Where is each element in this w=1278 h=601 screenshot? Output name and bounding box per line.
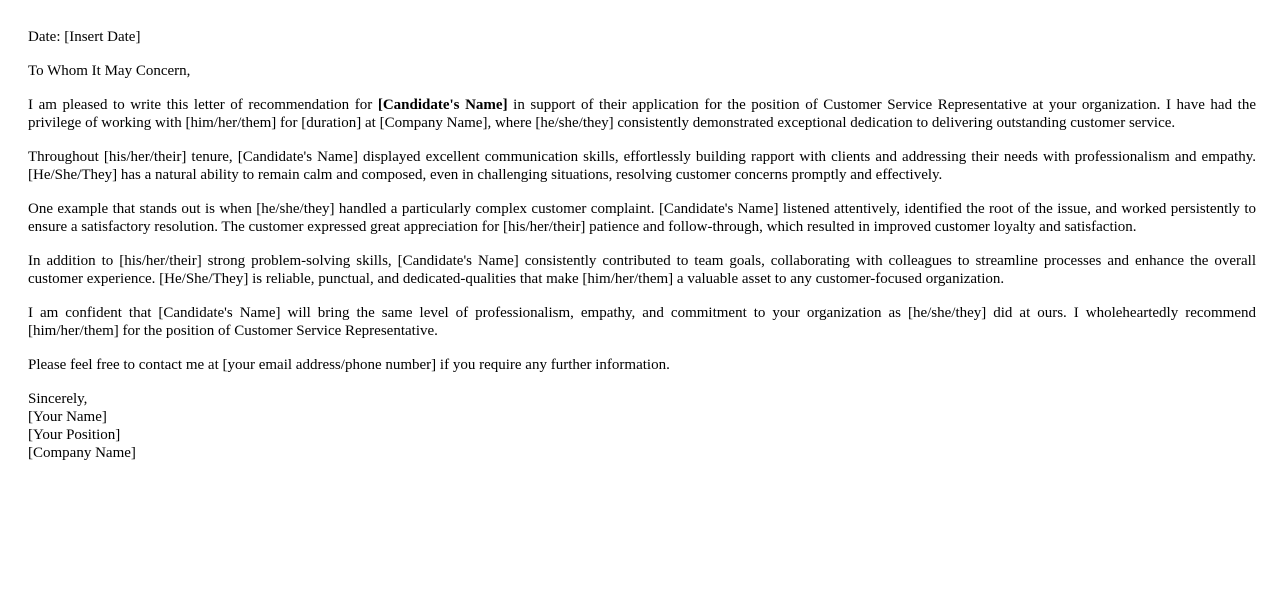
intro-text-after: in support of their application for the position of Customer Service Representative at your organization. I have had the privilege of working with [him/her/them] for [duration] at [Company Name], where [he/she/they] consistently demonstrated exceptional dedication to delivering outstanding customer service.: [28, 97, 1256, 131]
closing-valediction: Sincerely,: [28, 391, 88, 407]
letter-salutation: To Whom It May Concern,: [28, 63, 191, 79]
letter-paragraph-contact: Please feel free to contact me at [your email address/phone number] if you require any further information.: [28, 357, 670, 373]
letter-paragraph-example: One example that stands out is when [he/she/they] handled a particularly complex customer complaint. [Candidate's Name] listened attentively, identified the root of the issue, and worked persistently to ensure a satisfactory resolution. The customer expressed great appreciation for [his/her/their] patience and follow-through, which resulted in improved customer loyalty and satisfaction.: [28, 201, 1256, 235]
letter-date: Date: [Insert Date]: [28, 29, 141, 45]
letter-paragraph-teamwork: In addition to [his/her/their] strong problem-solving skills, [Candidate's Name] consistently contributed to team goals, collaborating with colleagues to streamline processes and enhance the overall customer experience. [He/She/They] is reliable, punctual, and dedicated-qualities that make [him/her/them] a valuable asset to any customer-focused organization.: [28, 253, 1256, 287]
candidate-name-bold: [Candidate's Name]: [377, 97, 508, 113]
intro-text-before: I am pleased to write this letter of recommendation for: [28, 97, 378, 113]
letter-paragraph-communication: Throughout [his/her/their] tenure, [Candidate's Name] displayed excellent communication skills, effortlessly building rapport with clients and addressing their needs with professionalism and empathy. [He/She/They] has a natural ability to remain calm and composed, even in challenging situations, resolving customer concerns promptly and effectively.: [28, 149, 1256, 183]
letter-paragraph-recommendation: I am confident that [Candidate's Name] will bring the same level of professionalism, empathy, and commitment to your organization as [he/she/they] did at ours. I wholeheartedly recommend [him/her/them] for the position of Customer Service Representative.: [28, 305, 1256, 339]
letter-paragraph-intro: [28, 96, 1256, 132]
closing-signer-position: [Your Position]: [28, 427, 121, 443]
closing-company-name: [Company Name]: [28, 445, 136, 461]
closing-signer-name: [Your Name]: [28, 409, 107, 425]
letter-closing: [28, 390, 1256, 462]
recommendation-letter: [28, 28, 1256, 462]
